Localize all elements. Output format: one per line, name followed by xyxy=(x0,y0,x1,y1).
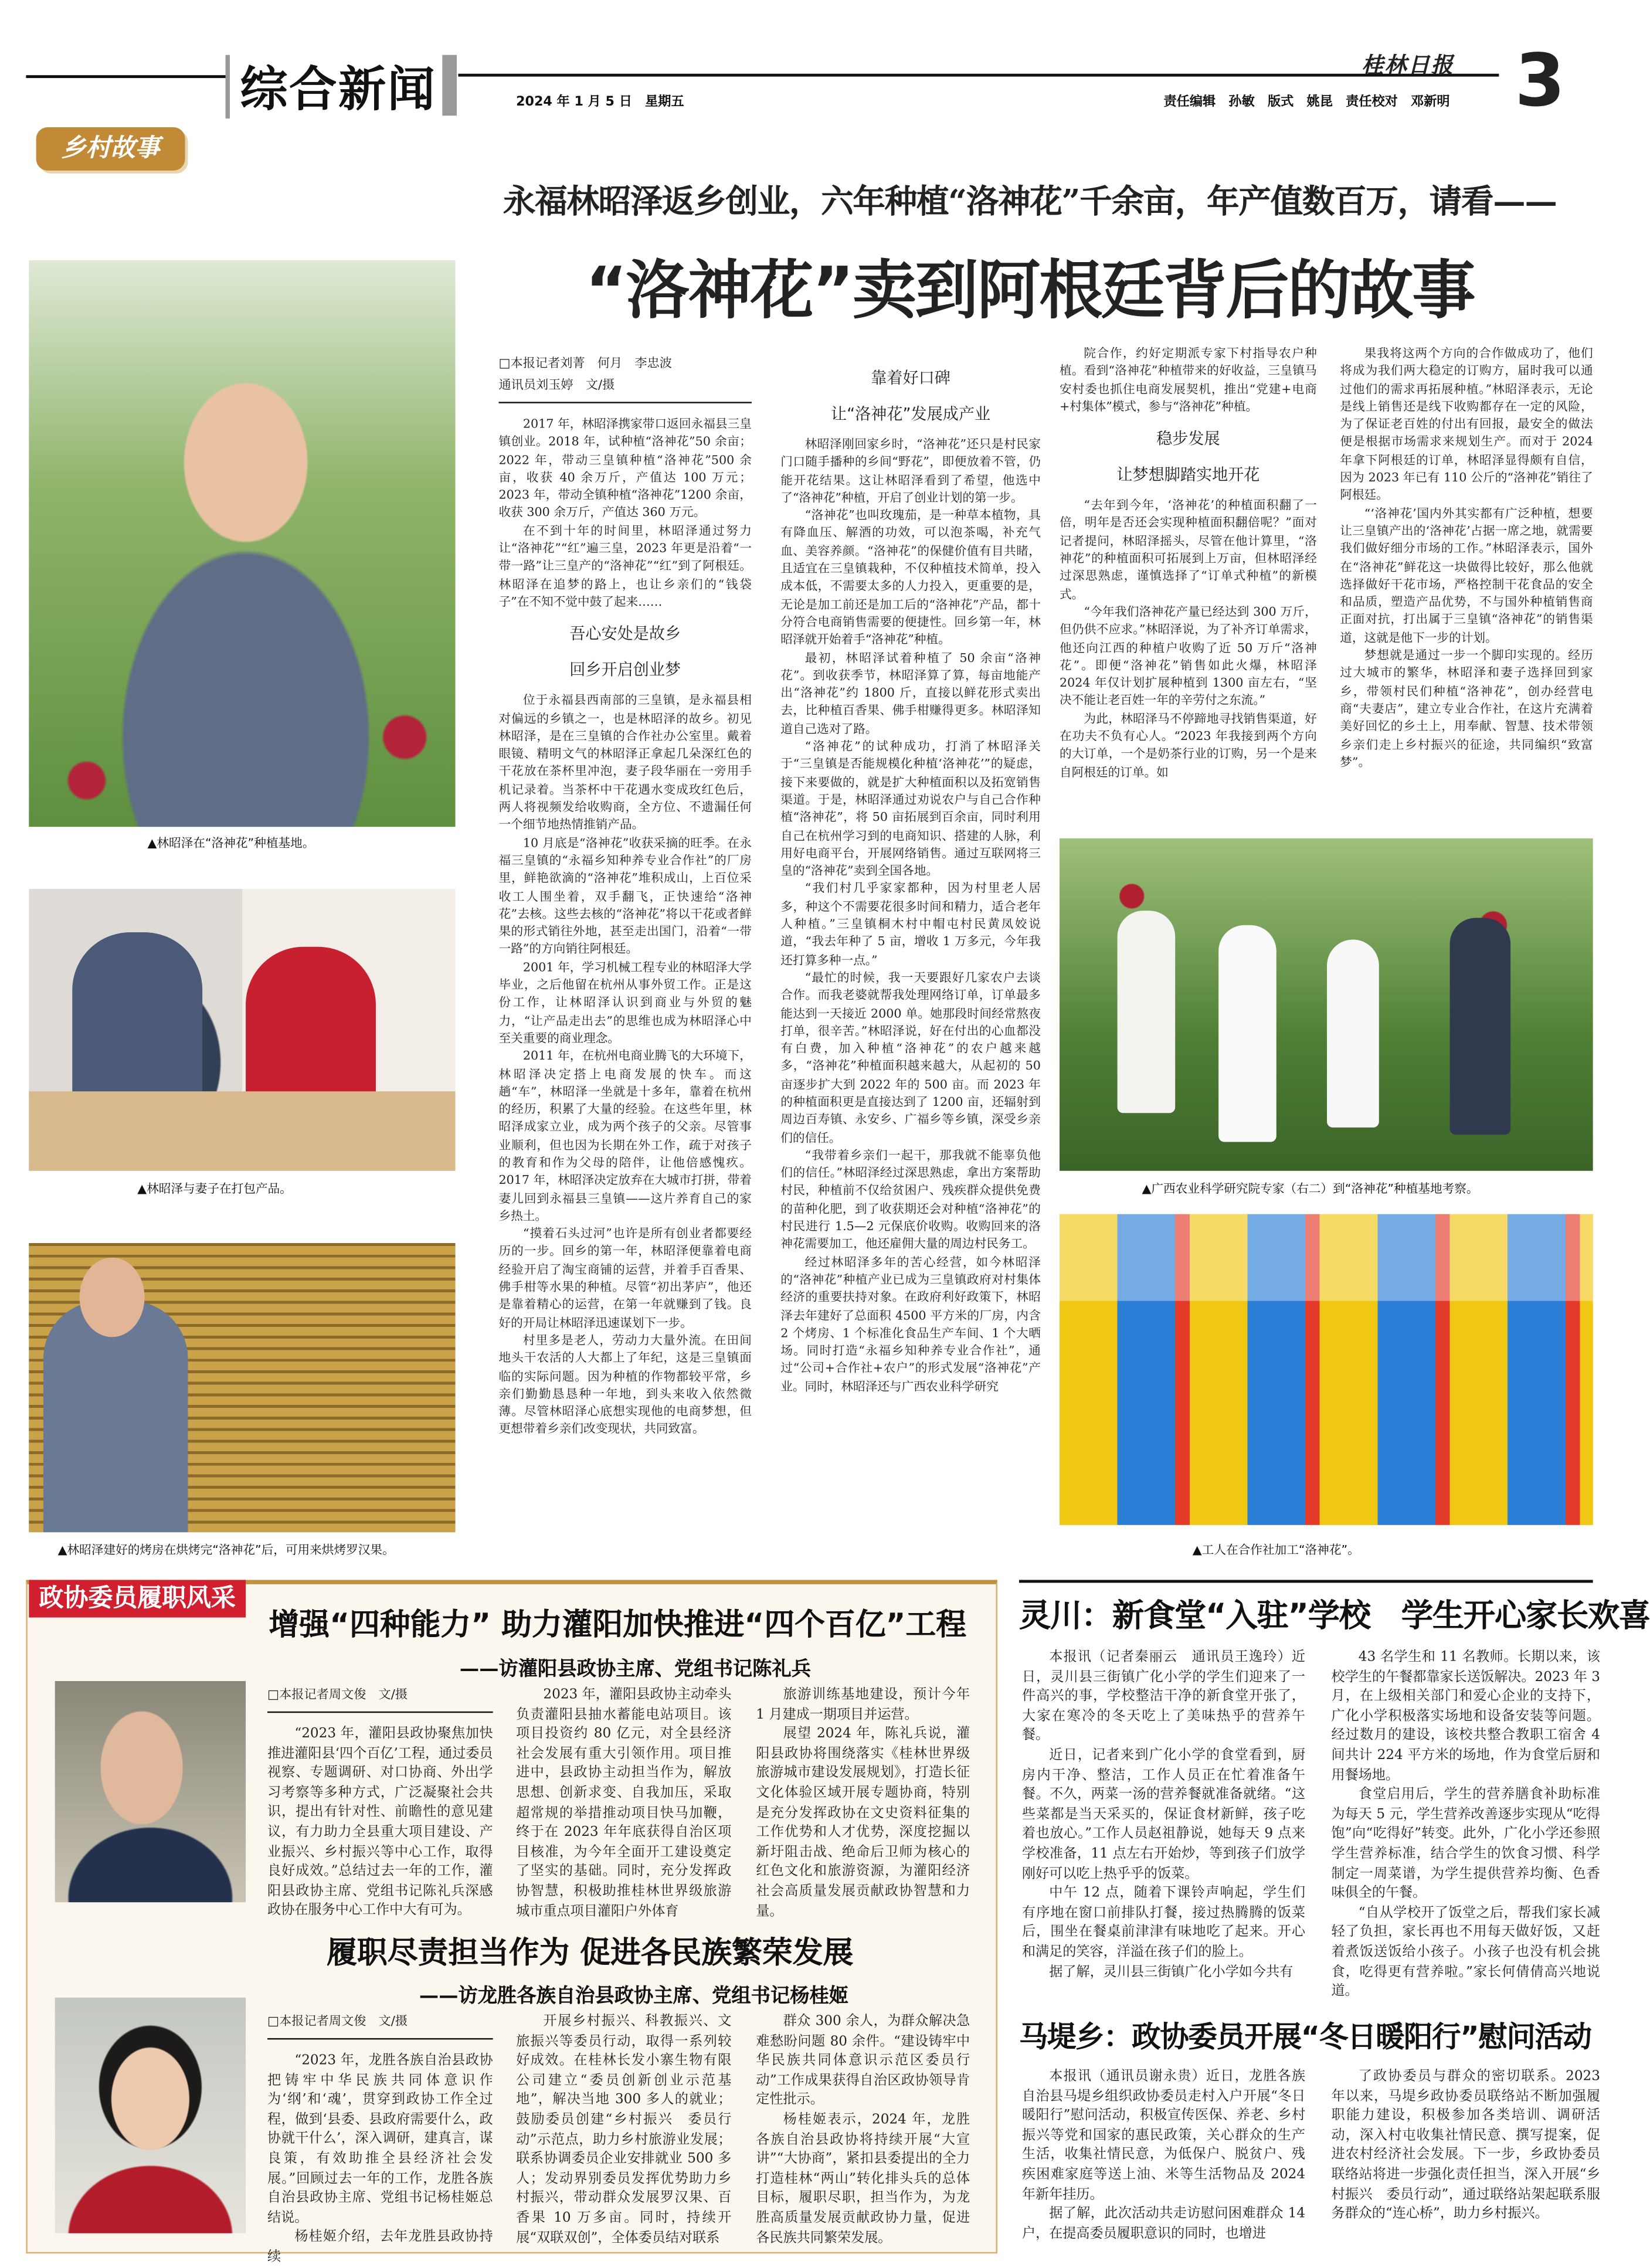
cppcc-article-2-column-2 xyxy=(516,2012,732,2246)
header-rule-left xyxy=(26,75,228,78)
article-paragraph: 经过林昭泽多年的苦心经营，如今林昭泽的“洛神花”种植产业已成为三皇镇政府对村集体经济的重要扶持对象。在政府利好政策下，林昭泽去年建好了总面积 4500 平方米的厂房，内含 2 个烤房、1 个标准化食品生产车间、1 个大晒场。同时打造“永福乡知种养专业合作社”，通过“公司+合作社+农户”的形式发展“洛神花”产业。同时，林昭泽还与广西农业科学研究 xyxy=(780,1254,1041,1393)
photo-drying-room xyxy=(29,1243,455,1532)
byline-correspondent: 通讯员刘玉婷 文/摄 xyxy=(498,378,615,393)
photo-packing-products xyxy=(29,889,455,1171)
madi-title: 马堤乡：政协委员开展“冬日暖阳行”慰问活动 xyxy=(1018,2019,1591,2055)
photo-lin-in-field xyxy=(29,260,455,827)
article-column-3 xyxy=(1060,344,1317,814)
article-column-1 xyxy=(498,354,751,1557)
cppcc-article-2-title: 履职尽责担当作为 促进各民族繁荣发展 xyxy=(327,1935,854,1971)
article-paragraph: 2017 年，林昭泽携家带口返回永福县三皇镇创业。2018 年，试种植“洛神花”50 余亩；2022 年，带动三皇镇种植“洛神花”500 余亩，收获 40 余万斤，产值达 100 万元；2023 年，带动全镇种植“洛神花”1200 余亩，收获 300 余万斤，产值达 360 万元。 xyxy=(498,416,752,520)
article-paragraph: 杨桂姬介绍，去年龙胜县政协持续 xyxy=(267,2229,493,2265)
cppcc-article-1-title: 增强“四种能力” 助力灌阳加快推进“四个百亿”工程 xyxy=(269,1607,967,1642)
header-rule-right xyxy=(458,74,1499,77)
article-paragraph: 杨桂姬表示，2024 年，龙胜各族自治县政协将持续开展“大宣讲”“大协商”，紧扣县委提出的全力打造桂林“两山”转化排头兵的总体目标，履职尽职，担当作为，为龙胜高质量发展贡献政协力量，促进各民族共同繁荣发展。 xyxy=(756,2111,970,2246)
issue-date: 2024 年 1 月 5 日 星期五 xyxy=(516,95,684,110)
section-bar xyxy=(442,55,457,116)
madi-column-1 xyxy=(1022,2067,1305,2250)
cppcc-article-2-column-3 xyxy=(756,2012,970,2246)
page-number: 3 xyxy=(1515,39,1566,123)
article-paragraph: 10 月底是“洛神花”收获采摘的旺季。在永福三皇镇的“永福乡知种养专业合作社”的厂房里，鲜艳欲滴的“洛神花”堆积成山，上百位采收工人围坐着，双手翻飞，正快速给“洛神花”去核。这些去核的“洛神花”将以干花或者鲜果的形式销往外地，甚至走出国门，沿着“一带一路”的方向销往阿根廷。 xyxy=(498,834,752,956)
article-paragraph: “‘洛神花’国内外其实都有广泛种植，想要让三皇镇产出的‘洛神花’占据一席之地，就需要我们做好细分市场的工作。”林昭泽表示，国外在“洛神花”鲜花这一块做得比较好，那么他就选择做好干花市场，严格控制干花食品的安全和品质，塑造产品优势，不与国外种植销售商正面对抗，打出属于三皇镇“洛神花”的销售渠道，这就是他下一步的计划。 xyxy=(1340,505,1593,644)
article-byline: □本报记者周文俊 文/摄 xyxy=(267,1685,493,1713)
article-paragraph: “洛神花”也叫玫瑰茄，是一种草本植物，具有降血压、解酒的功效，可以泡茶喝，补充气血、美容养颜。“洛神花”的保健价值有目共睹，且适宜在三皇镇栽种，不仅种植技术简单，投入成本低，不需要太多的人力投入，更重要的是，无论是加工前还是加工后的“洛神花”产品，都十分符合电商销售需要的便捷性。回乡第一年，林昭泽就开始着手“洛神花”种植。 xyxy=(780,507,1041,647)
article-paragraph: “我们村几乎家家都种，因为村里老人居多，种这个不需要花很多时间和精力，适合老年人种植。”三皇镇桐木村中帽屯村民黄凤姣说道，“我去年种了 5 亩，增收 1 万多元，今年我还打算多种一点。” xyxy=(780,881,1041,967)
cppcc-badge: 政协委员履职风采 xyxy=(29,1580,246,1617)
article-byline: □本报记者周文俊 文/摄 xyxy=(267,2012,493,2040)
article-column-4 xyxy=(1340,344,1593,814)
article-subheading: 稳步发展 xyxy=(1156,429,1220,449)
article-paragraph: “今年我们洛神花产量已经达到 300 万斤，但仍供不应求。”林昭泽说，为了补齐订单需求，他还向江西的种植户收购了近 50 万斤“洛神花”。即便“洛神花”销售如此火爆，林昭泽 2024 年仅计划扩展种植到 1300 亩左右，“坚决不能让老百姓一年的辛劳付之东流。” xyxy=(1059,604,1317,708)
article-paragraph: 2023 年，灌阳县政协主动牵头负责灌阳县抽水蓄能电站项目。该项目投资约 80 亿元，对全县经济社会发展有重大引领作用。项目推进中，县政协主动担当作为，解放思想、创新求变、自我加压，采取超常规的举措推动项目快马加鞭，终于在 2023 年年底获得自治区项目核准，为今年全面开工建设奠定了坚实的基础。同时，充分发挥政协智慧，积极助推桂林世界级旅游城市重点项目灌阳户外体育 xyxy=(516,1686,732,1919)
editor-credits: 责任编辑 孙敏 版式 姚昆 责任校对 邓新明 xyxy=(1163,95,1450,110)
photo-chen-libing xyxy=(55,1681,246,1902)
article-paragraph: 果我将这两个方向的合作做成功了，他们将成为我们两大稳定的订购方，届时我可以通过他们的需求再拓展种植。”林昭泽表示，无论是线上销售还是线下收购都存在一定的风险，为了保证老百姓的付出有回报，最安全的做法便是根据市场需求来规划生产。而对于 2024 年拿下阿根廷的订单，林昭泽显得颇有自信，因为 2023 年已有 110 公斤的“洛神花”销往了阿根廷。 xyxy=(1340,345,1593,503)
photo-workers-processing xyxy=(1060,1214,1593,1525)
cppcc-article-1-column-3 xyxy=(756,1685,970,1919)
article-subheading: 靠着好口碑 xyxy=(871,368,950,388)
article-paragraph: 了政协委员与群众的密切联系。2023 年以来，马堤乡政协委员联络站不断加强履职能力建设，积极参加各类培训、调研活动，深入村屯收集社情民意、撰写提案，促进农村经济社会发展。下一步，乡政协委员联络站将进一步强化责任担当，深入开展“乡村振兴 委员行动”，通过联络站架起联系服务群众的“连心桥”，助力乡村振兴。 xyxy=(1331,2068,1600,2222)
article-subheading: 让梦想脚踏实地开花 xyxy=(1116,466,1260,485)
madi-column-2 xyxy=(1331,2067,1600,2250)
article-paragraph: 院合作，约好定期派专家下村指导农户种植。看到“洛神花”种植带来的好收益，三皇镇马安村委也抓住电商发展契机，推出“党建+电商+村集体”模式，参与“洛神花”种植。 xyxy=(1059,345,1317,413)
cppcc-article-2-column-1 xyxy=(267,2012,493,2265)
header-divider xyxy=(226,55,230,118)
article-paragraph: 2001 年，学习机械工程专业的林昭泽大学毕业，之后他留在杭州从事外贸工作。正是这份工作，让林昭泽认识到商业与外贸的魅力，“让产品走出去”的思维也成为林昭泽心中至关重要的商业理念。 xyxy=(498,959,752,1045)
article-paragraph: “洛神花”的试种成功，打消了林昭泽关于“三皇镇是否能规模化种植‘洛神花’”的疑虑，接下来要做的，就是扩大种植面积以及拓宽销售渠道。于是，林昭泽通过劝说农户与自己合作种植“洛神花”，将 50 亩拓展到百余亩，同时利用自己在杭州学习到的电商知识、搭建的人脉，利用好电商平台，开展网络销售。通过互联网将三皇的“洛神花”卖到全国各地。 xyxy=(780,738,1041,878)
lingchuan-column-1 xyxy=(1022,1648,1305,1983)
article-paragraph: 43 名学生和 11 名教师。长期以来，该校学生的午餐都靠家长送饭解决。2023 年 3 月，在上级相关部门和爱心企业的支持下，广化小学积极落实场地和设备安装等问题。经过数月的建设，该校共整合教职工宿舍 4 间共计 224 平方米的场地，作为食堂后厨和用餐场地。 xyxy=(1331,1649,1600,1783)
article-byline xyxy=(498,354,751,403)
article-paragraph: 本报讯（通讯员谢永贵）近日，龙胜各族自治县马堤乡组织政协委员走村入户开展“冬日暖阳行”慰问活动，积极宣传医保、养老、乡村振兴等党和国家的惠民政策，关心群众的生产生活，收集社情民意，为低保户、脱贫户、残疾困难家庭等送上油、米等生活物品及 2024 年新年挂历。 xyxy=(1021,2068,1306,2202)
article-paragraph: 最初，林昭泽试着种植了 50 余亩“洛神花”。到收获季节，林昭泽算了算，每亩地能产出“洛神花”约 1800 斤，直接以鲜花形式卖出去，比种植百香果、佛手柑赚得更多。林昭泽知道自己选对了路。 xyxy=(780,650,1041,736)
article-paragraph: “我带着乡亲们一起干，那我就不能辜负他们的信任。”林昭泽经过深思熟虑，拿出方案帮助村民，种植前不仅给贫困户、残疾群众提供免费的苗种化肥，到了收获期还会对种植“洛神花”的村民进行 1.5—2 元保底价收购。收购回来的洛神花需要加工，他还雇佣大量的周边村民务工。 xyxy=(780,1147,1041,1251)
article-headline: “洛神花”卖到阿根廷背后的故事 xyxy=(585,254,1475,328)
byline-reporters: □本报记者刘菁 何月 李忠波 xyxy=(498,357,672,372)
cppcc-article-2-subtitle: ——访龙胜各族自治县政协主席、党组书记杨桂姬 xyxy=(419,1984,849,2008)
lingchuan-column-2 xyxy=(1331,1648,1600,1999)
article-paragraph: 林昭泽刚回家乡时，“洛神花”还只是村民家门口随手播种的乡间“野花”，即便放着不管，仍能开花结果。这让林昭泽看到了希望，他选中了“洛神花”种植，开启了创业计划的第一步。 xyxy=(780,436,1041,505)
article-paragraph: 据了解，灵川县三街镇广化小学如今共有 xyxy=(1049,1963,1293,1980)
article-paragraph: 群众 300 余人，为群众解决急难愁盼问题 80 余件。“建设铸牢中华民族共同体意识示范区委员行动”工作成果获得自治区政协领导肯定性批示。 xyxy=(756,2014,970,2109)
article-paragraph: 2011 年，在杭州电商业腾飞的大环境下，林昭泽决定搭上电商发展的快车。而这趟“车”，林昭泽一坐就是十多年，靠着在杭州的经历，积累了大量的经验。在这些年里，林昭泽成家立业，成为两个孩子的父亲。尽管事业顺利，但也因为长期在外工作，疏于对孩子的教育和作为父母的陪伴，让他倍感愧疚。2017 年，林昭泽决定放弃在大城市打拼，带着妻儿回到永福县三皇镇——这片养育自己的家乡热土。 xyxy=(498,1048,752,1223)
cppcc-article-1-column-2 xyxy=(516,1685,732,1919)
article-paragraph: 中午 12 点，随着下课铃声响起，学生们有序地在窗口前排队打餐，接过热腾腾的饭菜后，围坐在餐桌前津津有味地吃了起来。开心和满足的笑容，洋溢在孩子们的脸上。 xyxy=(1021,1885,1306,1960)
photo-expert-visit xyxy=(1060,838,1593,1171)
article-paragraph: “自从学校开了饭堂之后，帮我们家长减轻了负担，家长再也不用每天做好饭，又赶着煮饭送饭给小孩子。小孩子也没有机会挑食，吃得更有营养啦。”家长何倩倩高兴地说道。 xyxy=(1331,1904,1600,1999)
article-paragraph: 旅游训练基地建设，预计今年 1 月建成一期项目并运营。 xyxy=(756,1686,970,1723)
article-paragraph: 本报讯（记者秦丽云 通讯员王逸玲）近日，灵川县三街镇广化小学的学生们迎来了一件高兴的事，学校整洁干净的新食堂开张了，大家在寒冷的冬天吃上了美味热乎的营养午餐。 xyxy=(1021,1649,1306,1744)
column-badge: 乡村故事 xyxy=(36,127,185,171)
article-paragraph: 位于永福县西南部的三皇镇，是永福县相对偏远的乡镇之一，也是林昭泽的故乡。初见林昭泽，是在三皇镇的合作社办公室里。戴着眼镜、精明文气的林昭泽正拿起几朵深红色的干花放在茶杯里冲泡，妻子段华丽在一旁用手机记录着。当茶杯中干花遇水变成玫红色后，两人将视频发给收购商，全方位、不遗漏任何一个细节地热情推销产品。 xyxy=(498,692,752,832)
article-kicker: 永福林昭泽返乡创业，六年种植“洛神花”千余亩，年产值数百万，请看—— xyxy=(503,184,1557,222)
article-subheading: 回乡开启创业梦 xyxy=(569,661,681,680)
section-rule xyxy=(1019,1580,1593,1582)
cppcc-article-1-subtitle: ——访灌阳县政协主席、党组书记陈礼兵 xyxy=(459,1658,811,1682)
article-subheading: 吾心安处是故乡 xyxy=(569,624,681,644)
article-paragraph: “2023 年，灌阳县政协聚焦加快推进灌阳县‘四个百亿’工程，通过委员视察、专题调研、对口协商、外出学习考察等多种方式，广泛凝聚社会共识，提出有针对性、前瞻性的意见建议，有力助力全县重大项目建设、产业振兴、乡村振兴等中心工作，取得良好成效。”总结过去一年的工作，灌阳县政协主席、党组书记陈礼兵深感政协在服务中心工作中大有可为。 xyxy=(267,1726,493,1919)
article-paragraph: 村里多是老人，劳动力大量外流。在田间地头干农活的人大都上了年纪，这是三皇镇面临的实际问题。因为种植的作物都较平常，乡亲们勤勤恳恳种一年地，到头来收入依然微薄。尽管林昭泽心底想实现他的电商梦想，但更想带着乡亲们改变现状，共同致富。 xyxy=(498,1332,752,1437)
photo-caption: ▲林昭泽在“洛神花”种植基地。 xyxy=(147,835,315,850)
paper-logo: 桂林日报 xyxy=(1362,52,1455,79)
article-paragraph: 据了解，此次活动共走访慰问困难群众 14 户，在提高委员履职意识的同时，也增进 xyxy=(1021,2206,1306,2242)
article-paragraph: 食堂启用后，学生的营养膳食补助标准为每天 5 元，学生营养改善逐步实现从“吃得饱”向“吃得好”转变。此外，广化小学还参照学生营养标准，结合学生的饮食习惯、科学制定一周菜谱，为学生提供营养均衡、色香味俱全的午餐。 xyxy=(1331,1787,1600,1902)
section-title: 综合新闻 xyxy=(240,60,437,117)
photo-caption: ▲工人在合作社加工“洛神花”。 xyxy=(1192,1542,1360,1557)
article-column-2 xyxy=(780,354,1041,1557)
photo-caption: ▲林昭泽建好的烤房在烘烤完“洛神花”后，可用来烘烤罗汉果。 xyxy=(57,1542,395,1557)
article-paragraph: “最忙的时候，我一天要跟好几家农户去谈合作。而我老婆就帮我处理网络订单，订单最多能达到一天接近 2000 单。她那段时间经常熬夜打单，很辛苦。”林昭泽说，好在付出的心血都没有白费，加入种植“洛神花”的农户越来越多，“洛神花”种植面积越来越大，从起初的 50 亩逐步扩大到 2022 年的 500 亩。而 2023 年的种植面积更是直接达到了 1200 亩，还辐射到周边百寿镇、永安乡、广福乡等乡镇，深受乡亲们的信任。 xyxy=(780,969,1041,1145)
article-paragraph: 在不到十年的时间里，林昭泽通过努力让“洛神花”“红”遍三皇，2023 年更是沿着“一带一路”让三皇产的“洛神花”“红”到了阿根廷。林昭泽在追梦的路上，也让乡亲们的“钱袋子”在不知不觉中鼓了起来…… xyxy=(498,522,752,609)
article-paragraph: 梦想就是通过一步一个脚印实现的。经历过大城市的繁华，林昭泽和妻子选择回到家乡，带领村民们种植“洛神花”，创办经营电商“夫妻店”，建立专业合作社，在这片充满着美好回忆的乡土上，用奉献、智慧、技术带领乡亲们走上乡村振兴的征途，共同编织“致富梦”。 xyxy=(1340,647,1593,769)
lingchuan-title: 灵川：新食堂“入驻”学校 学生开心家长欢喜 xyxy=(1018,1598,1650,1635)
article-paragraph: “摸着石头过河”也许是所有创业者都要经历的一步。回乡的第一年，林昭泽便靠着电商经验开启了淘宝商铺的运营，并着手百香果、佛手柑等水果的种植。尽管“初出茅庐”，他还是靠着精心的运营，在第一年就赚到了钱。良好的开局让林昭泽迅速谋划下一步。 xyxy=(498,1225,752,1330)
photo-caption: ▲林昭泽与妻子在打包产品。 xyxy=(137,1181,292,1196)
cppcc-article-1-column-1 xyxy=(267,1685,493,1919)
article-paragraph: 开展乡村振兴、科教振兴、文旅振兴等委员行动，取得一系列较好成效。在桂林长发小寨生物有限公司建立“委员创新创业示范基地”，解决当地 300 多人的就业；鼓励委员创建“乡村振兴 委员行动”示范点，助力乡村旅游业发展；联系协调委员企业安排就业 500 多人；发动界别委员发挥优势助力乡村振兴，带动群众发展罗汉果、百香果 10 万多亩。同时，持续开展“双联双创”，全体委员结对联系 xyxy=(516,2014,732,2246)
article-paragraph: “2023 年，龙胜各族自治县政协把铸牢中华民族共同体意识作为‘纲’和‘魂’，贯穿到政协工作全过程，做到‘县委、县政府需要什么，政协就干什么’，深入调研，建真言，谋良策，有效助推全县经济社会发展。”回顾过去一年的工作，龙胜各族自治县政协主席、党组书记杨桂姬总结说。 xyxy=(267,2052,493,2226)
photo-caption: ▲广西农业科学研究院专家（右二）到“洛神花”种植基地考察。 xyxy=(1142,1181,1479,1196)
photo-yang-guiji xyxy=(55,1998,246,2233)
article-paragraph: 为此，林昭泽马不停蹄地寻找销售渠道，好在功夫不负有心人。“2023 年我接到两个方向的大订单，一个是奶茶行业的订购，另一个是来自阿根廷的订单。如 xyxy=(1059,711,1317,779)
article-paragraph: 近日，记者来到广化小学的食堂看到，厨房内干净、整洁，工作人员正在忙着准备午餐。不久，两菜一汤的营养餐就准备就绪。“这些菜都是当天采买的，保证食材新鲜，孩子吃着也放心。”工作人员赵祖静说，她每天 9 点来学校准备，11 点左右开始炒，等到孩子们放学刚好可以吃上热乎乎的饭菜。 xyxy=(1021,1747,1306,1882)
article-subheading: 让“洛神花”发展成产业 xyxy=(830,405,991,424)
article-paragraph: “去年到今年，‘洛神花’的种植面积翻了一倍，明年是否还会实现种植面积翻倍呢？”面对记者提问，林昭泽摇头，尽管在他计算里，“洛神花”的种植面积可拓展到上万亩，但林昭泽经过深思熟虑，谨慎选择了“订单式种植”的新模式。 xyxy=(1059,497,1317,601)
article-paragraph: 展望 2024 年，陈礼兵说，灌阳县政协将围绕落实《桂林世界级旅游城市建设发展规划》，打造长征文化体验区域开展专题协商，特别是充分发挥政协在文史资料征集的工作优势和人才优势，深度挖掘以新圩阻击战、绝命后卫师为核心的红色文化和旅游资源，为灌阳经济社会高质量发展贡献政协智慧和力量。 xyxy=(756,1726,970,1919)
